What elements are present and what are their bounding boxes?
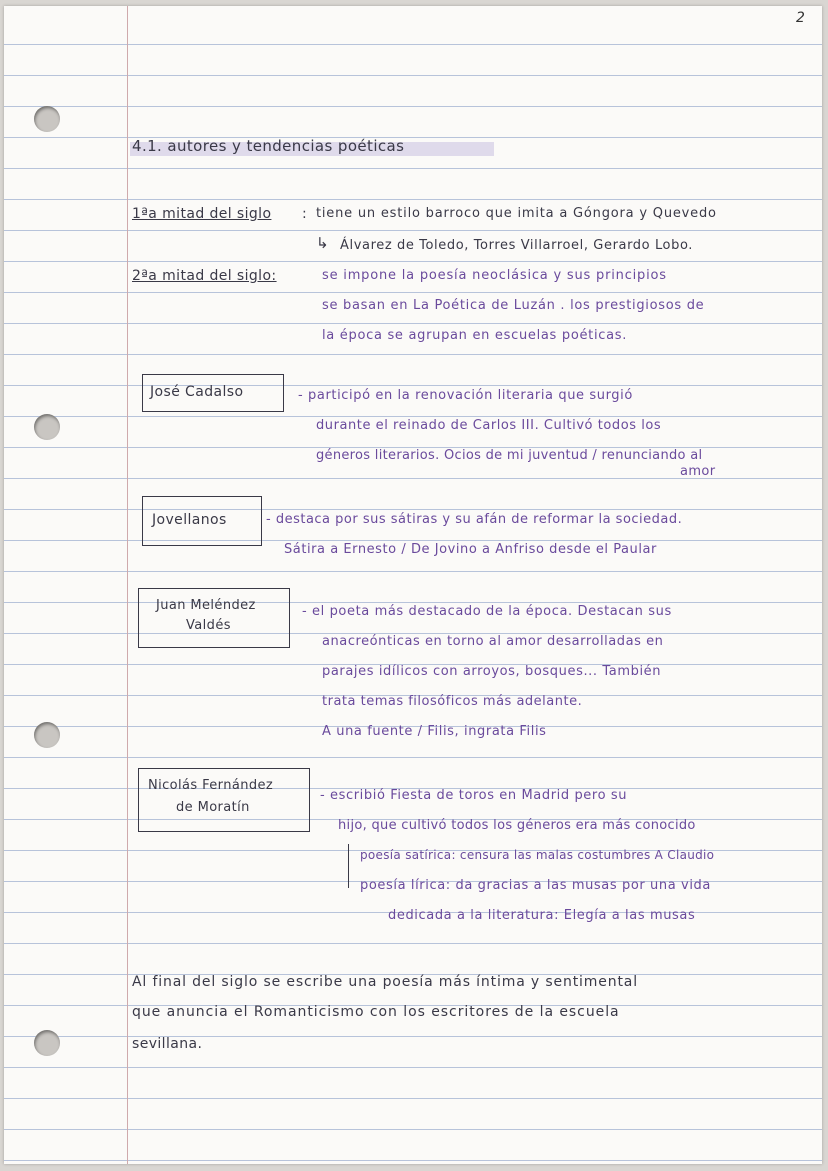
second-half-line3: la época se agrupan en escuelas poéticas. — [322, 328, 628, 343]
bracket-icon — [348, 844, 349, 888]
author-line: parajes idílicos con arroyos, bosques... También — [322, 664, 662, 679]
closing-line2: que anuncia el Romanticismo con los escritores de la escuela — [132, 1004, 620, 1020]
author-name: Nicolás Fernández — [148, 778, 274, 793]
notebook-page — [4, 6, 822, 1164]
author-line: - destaca por sus sátiras y su afán de reformar la sociedad. — [266, 512, 683, 527]
author-line: poesía satírica: censura las malas costumbres A Claudio — [360, 848, 715, 862]
author-line: dedicada a la literatura: Elegía a las musas — [388, 908, 696, 923]
author-line: hijo, que cultivó todos los géneros era más conocido — [338, 818, 696, 833]
closing-line1: Al final del siglo se escribe una poesía más íntima y sentimental — [132, 974, 638, 990]
author-line: - participó en la renovación literaria que surgió — [298, 388, 633, 403]
page-title: 4.1. autores y tendencias poéticas — [132, 137, 405, 155]
author-line: géneros literarios. Ocios de mi juventud / renunciando al — [316, 448, 703, 463]
first-half-colon: : — [302, 206, 308, 222]
author-line: - escribió Fiesta de toros en Madrid pero su — [320, 788, 628, 803]
author-line: trata temas filosóficos más adelante. — [322, 694, 583, 709]
binder-hole-icon — [34, 722, 60, 748]
binder-hole-icon — [34, 106, 60, 132]
first-half-label: 1ªa mitad del siglo — [132, 206, 272, 222]
first-half-authors: Álvarez de Toledo, Torres Villarroel, Gerardo Lobo. — [340, 238, 694, 253]
second-half-label: 2ªa mitad del siglo: — [132, 268, 277, 284]
author-name: Jovellanos — [152, 512, 227, 528]
first-half-text: tiene un estilo barroco que imita a Góngora y Quevedo — [316, 206, 717, 221]
author-line: anacreónticas en torno al amor desarrolladas en — [322, 634, 664, 649]
author-line: poesía lírica: da gracias a las musas por una vida — [360, 878, 711, 893]
author-line: Sátira a Ernesto / De Jovino a Anfriso desde el Paular — [284, 542, 657, 557]
author-line: durante el reinado de Carlos III. Cultivó todos los — [316, 418, 662, 433]
arrow-icon: ↳ — [316, 234, 329, 252]
closing-line3: sevillana. — [132, 1036, 203, 1052]
page-number: 2 — [796, 10, 805, 26]
author-line: A una fuente / Filis, ingrata Filis — [322, 724, 547, 739]
author-line: - el poeta más destacado de la época. Destacan sus — [302, 604, 672, 619]
author-name: Juan Meléndez — [156, 598, 256, 613]
author-name: de Moratín — [176, 800, 250, 815]
second-half-line2: se basan en La Poética de Luzán . los prestigiosos de — [322, 298, 705, 313]
author-name: Valdés — [186, 618, 231, 633]
binder-hole-icon — [34, 1030, 60, 1056]
author-line: amor — [680, 464, 716, 479]
second-half-line1: se impone la poesía neoclásica y sus principios — [322, 268, 667, 283]
author-name: José Cadalso — [150, 384, 244, 400]
binder-hole-icon — [34, 414, 60, 440]
margin-line — [127, 6, 128, 1164]
